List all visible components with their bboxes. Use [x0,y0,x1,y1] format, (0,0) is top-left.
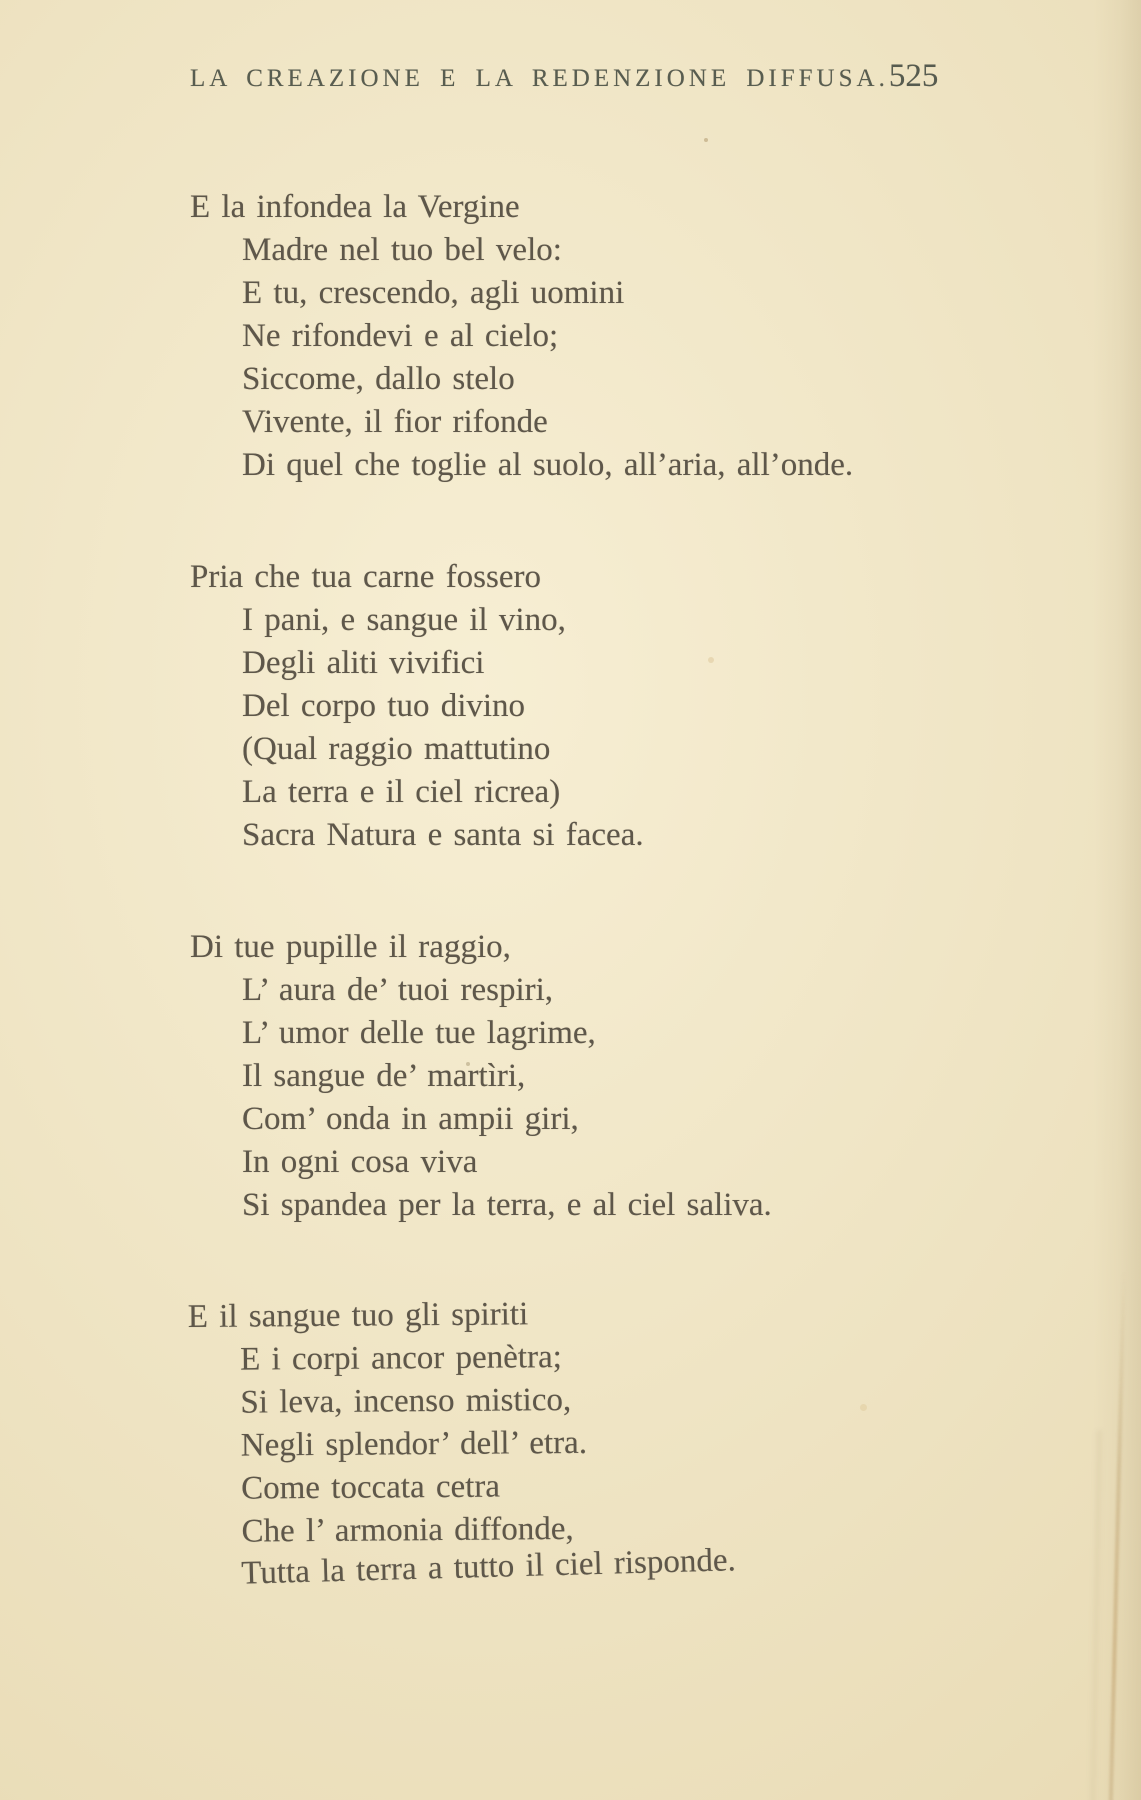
poem-line: L’ umor delle tue lagrime, [242,1015,596,1051]
poem-line: Madre nel tuo bel velo: [242,232,562,268]
poem-line: Si spandea per la terra, e al ciel saliva. [242,1187,772,1223]
poem-line: Negli splendor’ dell’ etra. [240,1424,588,1464]
poem-line: E la infondea la Vergine [190,189,520,225]
poem [187,186,990,1666]
stanza [190,186,990,487]
poem-line: Del corpo tuo divino [242,688,526,724]
poem-line: Degli aliti vivifici [242,645,485,681]
poem-line: Vivente, il fior rifonde [242,404,548,440]
page-number: 525 [888,58,939,94]
poem-line: Tutta la terra a tutto il ciel risponde. [240,1542,737,1592]
poem-line: L’ aura de’ tuoi respiri, [242,972,554,1008]
poem-line: (Qual raggio mattutino [242,731,551,767]
poem-line: Di tue pupille il raggio, [190,929,511,965]
poem-line: Che l’ armonia diffonde, [241,1510,574,1550]
page-crease [1108,1270,1126,1800]
poem-line: Si leva, incenso mistico, [240,1382,572,1421]
poem-line: E i corpi ancor penètra; [239,1339,562,1378]
poem-line: Sacra Natura e santa si facea. [242,817,644,853]
stanza [190,556,990,857]
page-crease-shadow [1088,1430,1105,1800]
poem-line: Come toccata cetra [241,1468,501,1507]
page-edge-shading [1093,0,1141,1800]
stanza [188,1290,990,1597]
poem-line: Ne rifondevi e al cielo; [242,318,559,354]
poem-line: Di quel che toglie al suolo, all’aria, all’onde. [242,447,854,483]
poem-line: Il sangue de’ martìri, [242,1058,526,1094]
running-title: LA CREAZIONE E LA REDENZIONE DIFFUSA. [190,65,889,92]
poem-line: E il sangue tuo gli spiriti [187,1296,529,1336]
poem-line: I pani, e sangue il vino, [242,602,566,638]
poem-line: Pria che tua carne fossero [190,559,542,595]
paper-speck [704,138,708,142]
poem-line: E tu, crescendo, agli uomini [242,275,625,311]
poem-line: Siccome, dallo stelo [242,361,515,397]
poem-line: La terra e il ciel ricrea) [242,774,561,810]
poem-line: Com’ onda in ampii giri, [242,1101,579,1137]
poem-line: In ogni cosa viva [242,1144,478,1180]
page-header [190,58,939,95]
stanza [190,926,990,1227]
